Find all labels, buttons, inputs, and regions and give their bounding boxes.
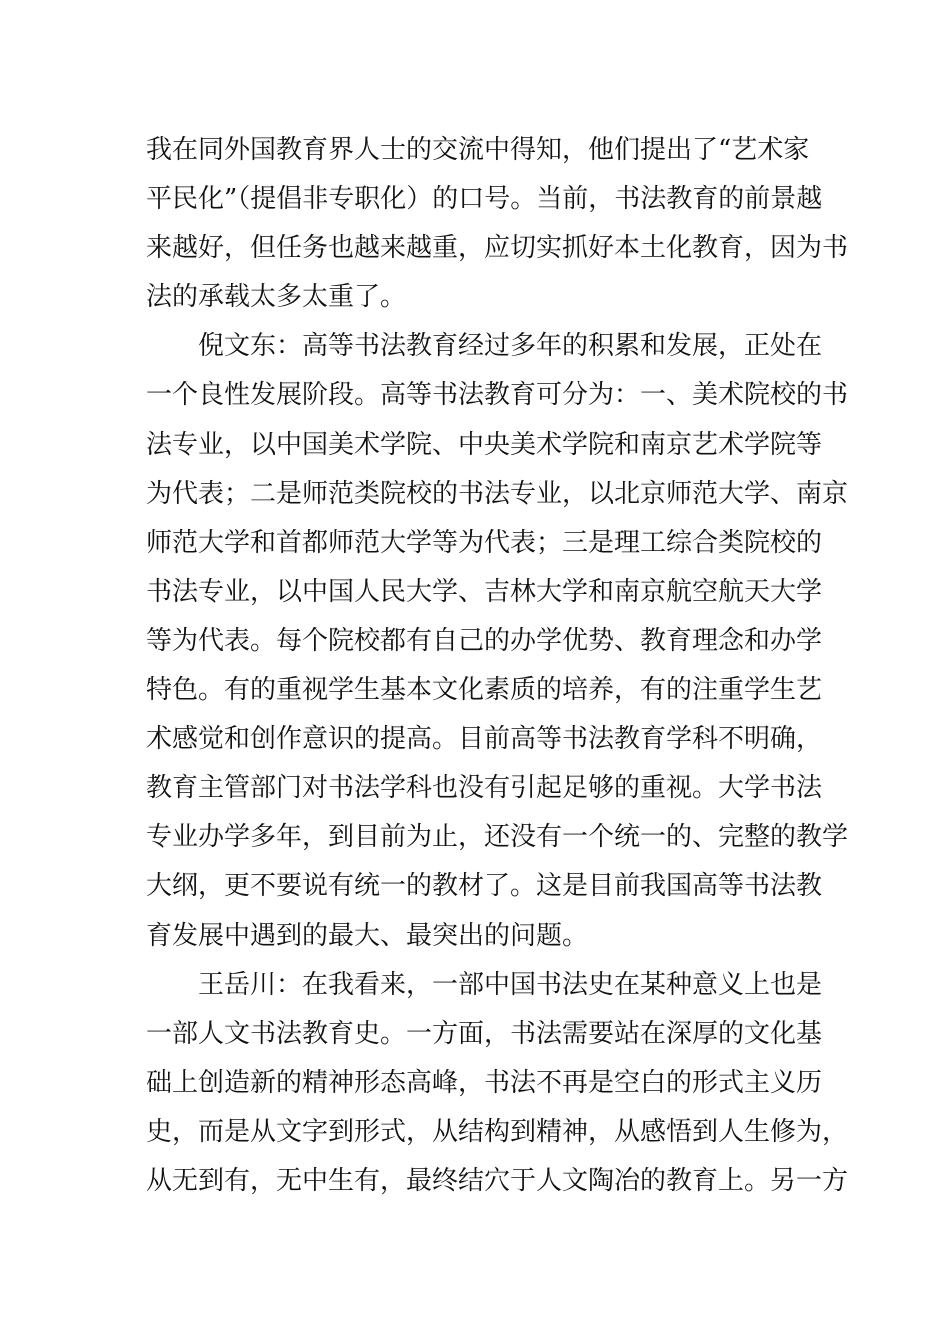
- text-line: 一部人文书法教育史。一方面，书法需要站在深厚的文化基: [146, 1018, 823, 1049]
- text-line: 础上创造新的精神形态高峰，书法不再是空白的形式主义历: [146, 1067, 823, 1098]
- text-line: 法专业，以中国美术学院、中央美术学院和南京艺术学院等: [146, 429, 823, 460]
- text-line: 特色。有的重视学生基本文化素质的培养，有的注重学生艺: [146, 675, 823, 706]
- text-line: 大纲，更不要说有统一的教材了。这是目前我国高等书法教: [146, 871, 823, 902]
- text-line: 育发展中遇到的最大、最突出的问题。: [146, 920, 589, 951]
- text-line: 书法专业，以中国人民大学、吉林大学和南京航空航天大学: [146, 576, 823, 607]
- text-line: 等为代表。每个院校都有自己的办学优势、教育理念和办学: [146, 625, 823, 656]
- text-line: 平民化”（提倡非专职化）的口号。当前，书法教育的前景越: [146, 184, 823, 215]
- text-line: 王岳川：在我看来，一部中国书法史在某种意义上也是: [198, 969, 823, 1000]
- text-line: 史，而是从文字到形式，从结构到精神，从感悟到人生修为，: [146, 1116, 849, 1147]
- text-line: 术感觉和创作意识的提高。目前高等书法教育学科不明确，: [146, 724, 823, 755]
- text-line: 教育主管部门对书法学科也没有引起足够的重视。大学书法: [146, 773, 823, 804]
- text-line: 师范大学和首都师范大学等为代表；三是理工综合类院校的: [146, 527, 823, 558]
- text-line: 法的承载太多太重了。: [146, 282, 407, 313]
- text-line: 来越好，但任务也越来越重，应切实抓好本土化教育，因为书: [146, 233, 849, 264]
- text-line: 从无到有，无中生有，最终结穴于人文陶冶的教育上。另一方: [146, 1165, 849, 1196]
- text-line: 专业办学多年，到目前为止，还没有一个统一的、完整的教学: [146, 822, 849, 853]
- body-text: [146, 126, 849, 1206]
- text-line: 为代表；二是师范类院校的书法专业，以北京师范大学、南京: [146, 478, 849, 509]
- text-line: 一个良性发展阶段。高等书法教育可分为：一、美术院校的书: [146, 380, 849, 411]
- paragraph: [146, 322, 849, 960]
- text-line: 倪文东：高等书法教育经过多年的积累和发展，正处在: [198, 331, 823, 362]
- paragraph: [146, 126, 849, 322]
- paragraph: [146, 961, 849, 1206]
- text-line: 我在同外国教育界人士的交流中得知，他们提出了“艺术家: [146, 135, 810, 165]
